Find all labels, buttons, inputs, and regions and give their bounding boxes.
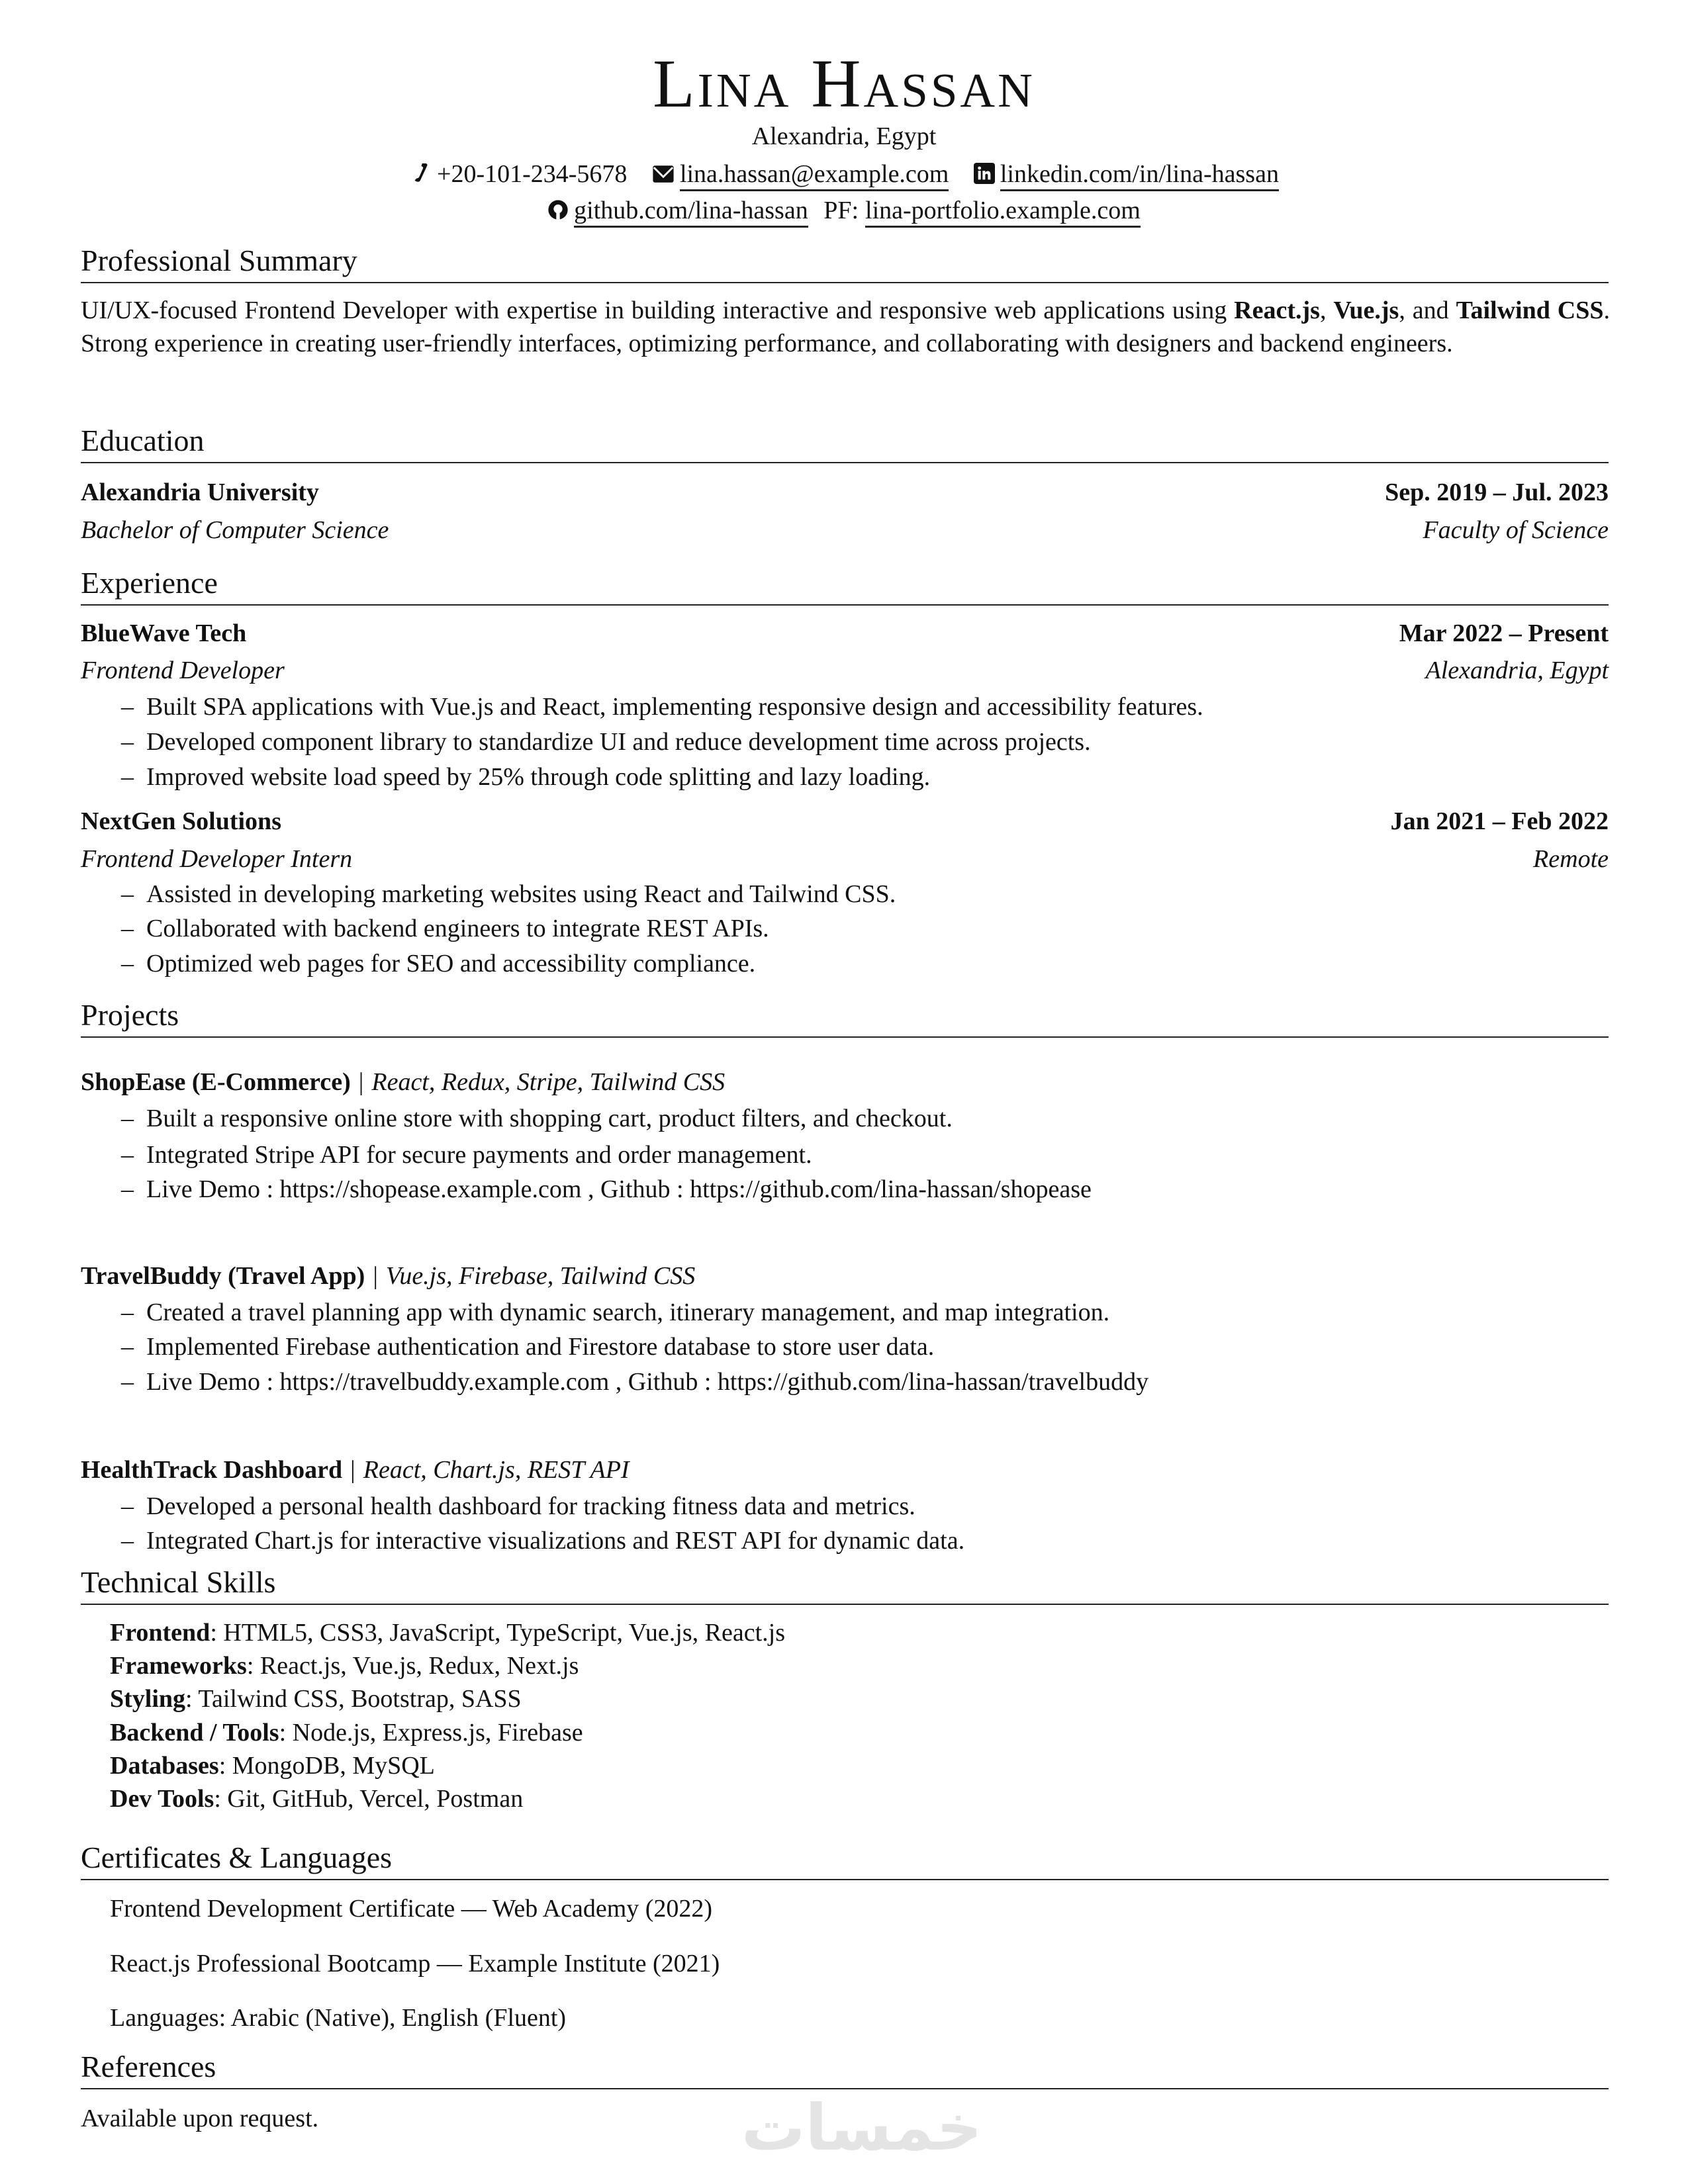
watermark-logo: خمسات bbox=[741, 2091, 982, 2165]
skill-row bbox=[110, 1716, 583, 1749]
project-tech: Vue.js, Firebase, Tailwind CSS bbox=[385, 1262, 696, 1290]
skill-values: : React.js, Vue.js, Redux, Next.js bbox=[246, 1652, 579, 1680]
skill-values: : Git, GitHub, Vercel, Postman bbox=[214, 1785, 524, 1813]
education-details bbox=[81, 514, 1609, 547]
project-separator: | bbox=[373, 1262, 378, 1290]
job-dates: Jan 2021 – Feb 2022 bbox=[1390, 807, 1609, 835]
project-tech: React, Redux, Stripe, Tailwind CSS bbox=[371, 1068, 726, 1096]
bullet-dash: – bbox=[121, 1492, 134, 1520]
bullet-dash: – bbox=[121, 1175, 134, 1203]
bullet-item bbox=[121, 1296, 1109, 1329]
email-icon bbox=[652, 159, 675, 193]
bullet-dash: – bbox=[121, 693, 134, 721]
company-name: BlueWave Tech bbox=[81, 619, 247, 647]
bullet-text: Integrated Stripe API for secure payments and order management. bbox=[146, 1141, 812, 1169]
references-text: Available upon request. bbox=[81, 2105, 319, 2132]
summary-text bbox=[81, 295, 1610, 360]
job-header bbox=[81, 805, 1609, 838]
bullet-item bbox=[121, 725, 1091, 758]
bullet-dash: – bbox=[121, 763, 134, 791]
bullet-text: Assisted in developing marketing websites using React and Tailwind CSS. bbox=[146, 880, 896, 908]
skill-row bbox=[110, 1616, 785, 1649]
bullet-item bbox=[121, 912, 769, 945]
bullet-dash: – bbox=[121, 1527, 134, 1555]
faculty: Faculty of Science bbox=[1423, 516, 1609, 544]
summary-part: , bbox=[1319, 296, 1334, 324]
phone-number: +20-101-234-5678 bbox=[437, 160, 628, 188]
bullet-text: Created a travel planning app with dynamic search, itinerary management, and map integration. bbox=[146, 1298, 1110, 1326]
bullet-item bbox=[121, 1173, 1092, 1206]
bullet-item bbox=[121, 878, 896, 911]
summary-part: UI/UX-focused Frontend Developer with expertise in building interactive and responsive web applications using bbox=[81, 296, 1235, 324]
skill-values: : Node.js, Express.js, Firebase bbox=[279, 1718, 583, 1747]
portfolio-label: PF: bbox=[823, 197, 859, 224]
degree: Bachelor of Computer Science bbox=[81, 516, 389, 544]
bullet-dash: – bbox=[121, 1333, 134, 1361]
bullet-dash: – bbox=[121, 915, 134, 942]
bullet-text: Built SPA applications with Vue.js and React, implementing responsive design and accessibility features. bbox=[146, 693, 1203, 721]
section-heading-summary: Professional Summary bbox=[81, 242, 1609, 283]
bullet-dash: – bbox=[121, 950, 134, 978]
education-entry bbox=[81, 476, 1609, 509]
bullet-text: Improved website load speed by 25% through code splitting and lazy loading. bbox=[146, 763, 931, 791]
job-subheader bbox=[81, 842, 1609, 876]
phone-icon bbox=[409, 159, 432, 193]
location: Alexandria, Egypt bbox=[751, 122, 937, 150]
job-location: Remote bbox=[1533, 845, 1609, 873]
section-heading-certificates: Certificates & Languages bbox=[81, 1839, 1609, 1880]
skill-values: : Tailwind CSS, Bootstrap, SASS bbox=[185, 1685, 522, 1713]
contact-line-2 bbox=[0, 194, 1688, 229]
section-heading-references: References bbox=[81, 2048, 1609, 2089]
project-tech: React, Chart.js, REST API bbox=[363, 1456, 630, 1484]
bullet-item bbox=[121, 1524, 964, 1557]
bullet-item bbox=[121, 760, 930, 794]
project-name: ShopEase (E-Commerce) bbox=[81, 1068, 351, 1096]
project-name: HealthTrack Dashboard bbox=[81, 1456, 343, 1484]
contact-line-1 bbox=[0, 158, 1688, 193]
project-header bbox=[81, 1453, 1609, 1486]
skill-category: Dev Tools bbox=[110, 1785, 214, 1813]
github-link[interactable]: github.com/lina-hassan bbox=[574, 197, 808, 228]
job-role: Frontend Developer Intern bbox=[81, 845, 353, 873]
skill-values: : HTML5, CSS3, JavaScript, TypeScript, Vue.js, React.js bbox=[210, 1619, 785, 1647]
job-location: Alexandria, Egypt bbox=[1425, 657, 1609, 684]
bullet-text: Developed a personal health dashboard for tracking fitness data and metrics. bbox=[146, 1492, 915, 1520]
summary-skill: Vue.js bbox=[1333, 296, 1399, 324]
bullet-text: Optimized web pages for SEO and accessibility compliance. bbox=[146, 950, 756, 978]
bullet-text: Implemented Firebase authentication and Firestore database to store user data. bbox=[146, 1333, 935, 1361]
bullet-text: Built a responsive online store with shopping cart, product filters, and checkout. bbox=[146, 1105, 953, 1132]
education-dates: Sep. 2019 – Jul. 2023 bbox=[1385, 478, 1609, 506]
portfolio-link[interactable]: lina-portfolio.example.com bbox=[865, 197, 1141, 228]
bullet-item bbox=[121, 1365, 1149, 1398]
bullet-text: Live Demo : https://shopease.example.com , Github : https://github.com/lina-hassan/shopease bbox=[146, 1175, 1092, 1203]
section-heading-experience: Experience bbox=[81, 565, 1609, 606]
job-role: Frontend Developer bbox=[81, 657, 285, 684]
skill-category: Databases bbox=[110, 1751, 219, 1780]
job-dates: Mar 2022 – Present bbox=[1399, 619, 1609, 647]
certificate-item: Frontend Development Certificate — Web Academy (2022) bbox=[110, 1895, 713, 1923]
skill-row bbox=[110, 1782, 523, 1815]
bullet-dash: – bbox=[121, 1141, 134, 1169]
linkedin-link[interactable]: linkedin.com/in/lina-hassan bbox=[1000, 160, 1279, 191]
skill-row bbox=[110, 1682, 522, 1715]
school-name: Alexandria University bbox=[81, 478, 319, 506]
summary-skill: React.js bbox=[1234, 296, 1320, 324]
skill-row bbox=[110, 1749, 435, 1782]
bullet-item bbox=[121, 1490, 915, 1523]
certificate-item: Languages: Arabic (Native), English (Fluent) bbox=[110, 2004, 567, 2032]
summary-part: . Strong experience in creating user-friendly interfaces, optimizing performance, and collaborating with designers and backend engineers. bbox=[81, 296, 1610, 357]
skill-category: Styling bbox=[110, 1685, 186, 1713]
summary-part: , and bbox=[1399, 296, 1456, 324]
email-link[interactable]: lina.hassan@example.com bbox=[680, 160, 949, 191]
project-separator: | bbox=[350, 1456, 355, 1484]
bullet-item bbox=[121, 690, 1203, 723]
bullet-dash: – bbox=[121, 1368, 134, 1396]
job-header bbox=[81, 617, 1609, 650]
section-heading-skills: Technical Skills bbox=[81, 1564, 1609, 1605]
summary-skill: Tailwind CSS bbox=[1456, 296, 1604, 324]
skill-category: Frontend bbox=[110, 1619, 211, 1647]
certificate-item: React.js Professional Bootcamp — Example Institute (2021) bbox=[110, 1950, 720, 1978]
project-header bbox=[81, 1066, 1609, 1099]
bullet-item bbox=[121, 1102, 953, 1135]
candidate-name: Lina Hassan bbox=[653, 46, 1035, 122]
project-separator: | bbox=[358, 1068, 364, 1096]
bullet-text: Live Demo : https://travelbuddy.example.com , Github : https://github.com/lina-hassan/travelbuddy bbox=[146, 1368, 1149, 1396]
section-heading-projects: Projects bbox=[81, 997, 1609, 1038]
bullet-dash: – bbox=[121, 1105, 134, 1132]
skill-category: Backend / Tools bbox=[110, 1718, 279, 1747]
github-icon bbox=[547, 196, 569, 229]
bullet-text: Developed component library to standardize UI and reduce development time across projects. bbox=[146, 728, 1091, 756]
company-name: NextGen Solutions bbox=[81, 807, 281, 835]
skill-values: : MongoDB, MySQL bbox=[218, 1751, 435, 1780]
bullet-dash: – bbox=[121, 728, 134, 756]
project-name: TravelBuddy (Travel App) bbox=[81, 1262, 365, 1290]
project-header bbox=[81, 1259, 1609, 1293]
bullet-text: Collaborated with backend engineers to integrate REST APIs. bbox=[146, 915, 769, 942]
bullet-item bbox=[121, 947, 755, 980]
bullet-dash: – bbox=[121, 1298, 134, 1326]
section-heading-education: Education bbox=[81, 422, 1609, 463]
bullet-item bbox=[121, 1138, 812, 1171]
skill-category: Frameworks bbox=[110, 1652, 247, 1680]
linkedin-icon bbox=[974, 159, 995, 193]
skill-row bbox=[110, 1649, 579, 1682]
bullet-item bbox=[121, 1330, 934, 1363]
job-subheader bbox=[81, 654, 1609, 687]
bullet-text: Integrated Chart.js for interactive visualizations and REST API for dynamic data. bbox=[146, 1527, 965, 1555]
bullet-dash: – bbox=[121, 880, 134, 908]
